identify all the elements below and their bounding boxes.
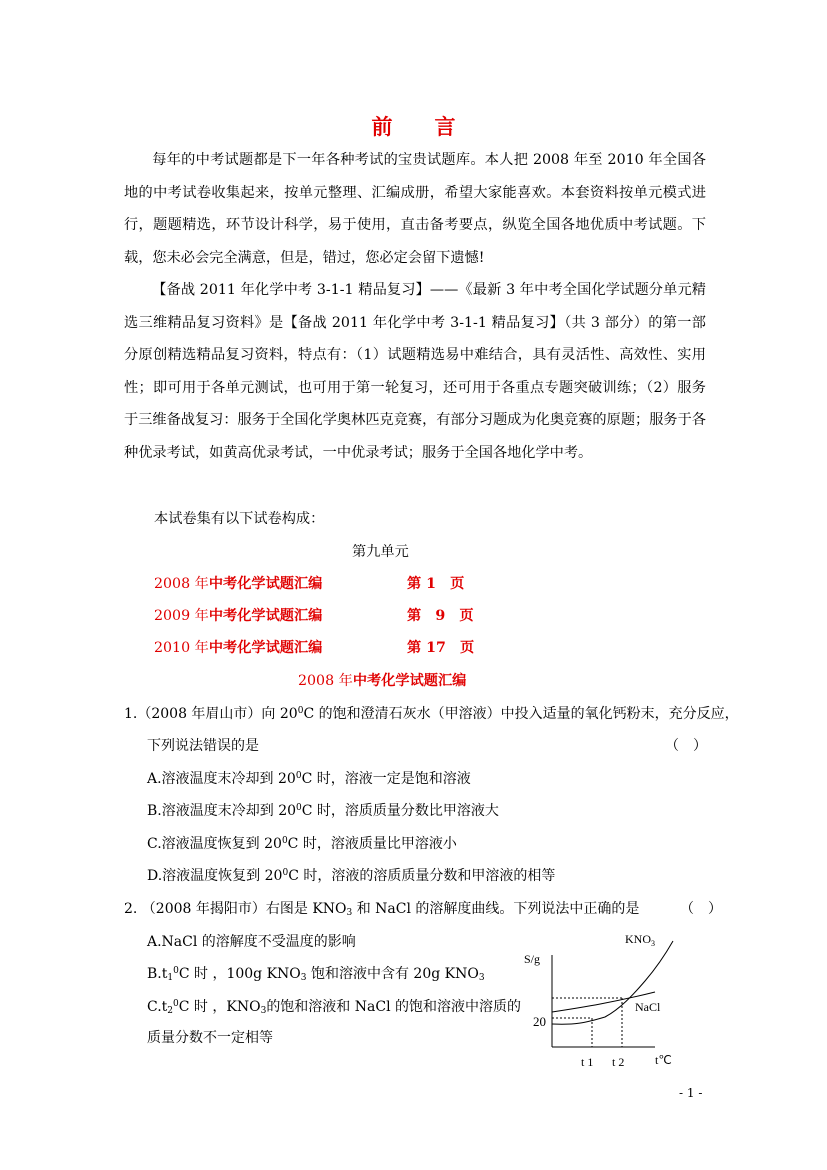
q1-stem-line2: 下列说法错误的是 — [147, 738, 259, 754]
q1-option-b: B.溶液温度末冷却到 $20^0C$ 时，溶质质量分数比甲溶液大 — [147, 803, 499, 819]
contents-item-2009: 2009 年中考化学试题汇编 — [154, 608, 323, 624]
title-char-1: 前 — [371, 114, 393, 139]
q2-option-c-line2: 质量分数不一定相等 — [147, 1030, 273, 1046]
q1-option-d: D.溶液温度恢复到 $20^0C$ 时，溶液的溶质质量分数和甲溶液的相等 — [147, 868, 556, 884]
contents-page-2009: 第 9 页 — [407, 608, 474, 624]
x-axis-label: t℃ — [655, 1053, 672, 1067]
contents-item-2008: 2008 年中考化学试题汇编 — [154, 576, 323, 592]
contents-unit: 第九单元 — [352, 544, 409, 560]
q2-stem: 2. （2008 年揭阳市）右图是 $KNO_3$ 和 NaCl 的溶解度曲线。下列说法中正确的是 — [124, 901, 640, 918]
contents-page-2010: 第 17 页 — [407, 640, 475, 656]
q2-option-a: A.NaCl 的溶解度不受温度的影响 — [147, 934, 356, 950]
y-axis-label: S/g — [524, 952, 541, 966]
page-number: - 1 - — [679, 1086, 703, 1100]
contents-page-2008: 第 1 页 — [407, 576, 465, 592]
series-label-nacl: NaCl — [635, 1000, 661, 1014]
preface-paragraph-2: 【备战 2011 年化学中考 3-1-1 精品复习】——《最新 3 年中考全国化学试题分单元精选三维精品复习资料》是【备战 2011 年化学中考 3-1-1 精品复习】（共 3 部分）的第一部分原创精选精品复习资料，特点有：（1）试题精选易中难结合，具有灵活性、高效性、实用性；即可用于各单元测试，也可用于第一轮复习，还可用于各重点专题突破训练；（2）服务于三维备战复习：服务于全国化学奥林匹克竞赛，有部分习题成为化奥竞赛的原题；服务于各种优录考试，如黄高优录考试，一中优录考试；服务于全国各地化学中考。 — [124, 282, 706, 461]
contents-item-2010: 2010 年中考化学试题汇编 — [154, 640, 323, 656]
contents-intro: 本试卷集有以下试卷构成： — [154, 511, 325, 527]
x-tick-t1: t 1 — [581, 1055, 594, 1069]
title-char-2: 言 — [434, 114, 456, 139]
series-label-kno3: $KNO_3$ — [625, 932, 655, 948]
solubility-chart — [515, 925, 700, 1075]
x-tick-t2: t 2 — [612, 1055, 625, 1069]
q1-answer-paren: （ ） — [665, 738, 707, 754]
q1-option-a: A.溶液温度末冷却到 $20^0C$ 时，溶液一定是饱和溶液 — [147, 771, 471, 787]
q2-option-b: $B.t_1^0C$ 时 ，100g $KNO_3$ 饱和溶液中含有 20g $KNO_3$ — [147, 966, 485, 983]
q1-option-c: C.溶液温度恢复到 $20^0C$ 时，溶液质量比甲溶液小 — [147, 836, 457, 852]
q1-stem: 1.（2008 年眉山市）向 $20^0C$ 的饱和澄清石灰水（甲溶液）中投入适量的氧化钙粉末，充分反应， — [124, 706, 739, 722]
page-title — [0, 111, 827, 141]
q2-option-c: $C.t_2^0C$ 时 ，$KNO_3$的饱和溶液和 NaCl 的饱和溶液中溶质的 — [147, 999, 521, 1016]
y-tick-20: 20 — [533, 1014, 546, 1029]
preface-paragraph-1: 每年的中考试题都是下一年各种考试的宝贵试题库。本人把 2008 年至 2010 年全国各地的中考试卷收集起来，按单元整理、汇编成册，希望大家能喜欢。本套资料按单元模式进行，题题精选，环节设计科学，易于使用，直击备考要点，纵览全国各地优质中考试题。下载，您未必会完全满意，但是，错过，您必定会留下遗憾! — [124, 152, 706, 266]
q2-answer-paren: （ ） — [680, 901, 722, 917]
section-heading: 2008 年中考化学试题汇编 — [298, 673, 467, 689]
